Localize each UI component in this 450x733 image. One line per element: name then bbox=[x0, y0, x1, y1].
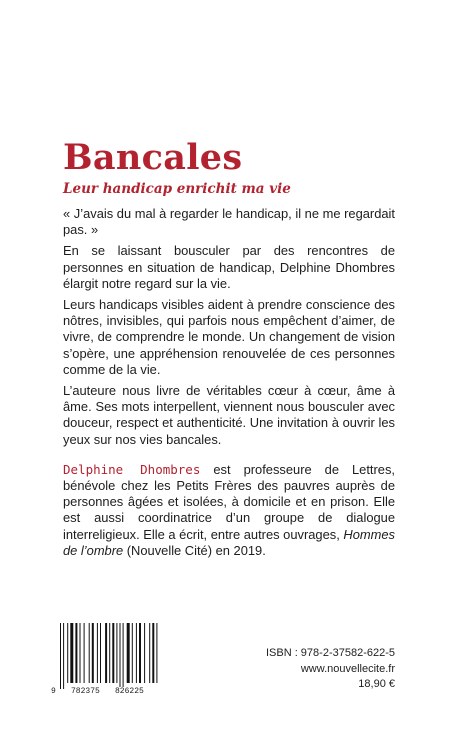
isbn-text: ISBN : 978-2-37582-622-5 bbox=[265, 647, 395, 659]
author-bio-tail: (Nouvelle Cité) en 2019. bbox=[123, 542, 266, 558]
barcode-bar bbox=[152, 623, 154, 683]
summary-paragraph-3: L’auteure nous livre de véritables cœur à cœur, âme à âme. Ses mots interpellent, viennent nous bousculer avec douceur, respect et authenticité. Une invitation à ouvrir les yeux sur nos vies bancales. bbox=[63, 383, 395, 447]
publication-info bbox=[266, 646, 395, 693]
previous-book-title: Hommes de l’ombre bbox=[63, 526, 395, 558]
barcode-first-digit: 9 bbox=[51, 687, 56, 696]
book-subtitle: Leur handicap enrichit ma vie bbox=[63, 181, 291, 197]
barcode-bar bbox=[97, 623, 98, 683]
price: 18,90 € bbox=[358, 678, 395, 690]
barcode-bar bbox=[100, 623, 101, 683]
barcode-bar bbox=[84, 623, 85, 683]
barcode-bars bbox=[58, 623, 158, 689]
author-name: Delphine Dhombres bbox=[63, 461, 201, 477]
barcode-bar bbox=[89, 623, 90, 683]
barcode-bar bbox=[80, 623, 81, 683]
barcode-bar bbox=[112, 623, 114, 683]
barcode-bar bbox=[136, 623, 137, 683]
barcode-bar bbox=[67, 623, 68, 683]
author-bio-text: est professeure de Lettres, bénévole chez les Petits Frères des pauvres auprès de personnes âgées et isolées, à domicile et en prison. Elle est aussi coordinatrice d’un groupe de dialogue interreligieux. Elle a écrit, entre autres ouvrages, bbox=[63, 461, 395, 542]
barcode-bar bbox=[139, 623, 141, 683]
barcode-right-group: 826225 bbox=[115, 687, 144, 696]
barcode-left-group: 782375 bbox=[71, 687, 100, 696]
barcode-bar bbox=[60, 623, 61, 689]
quote-paragraph: « J’avais du mal à regarder le handicap, il ne me regardait pas. » bbox=[63, 206, 395, 238]
summary-paragraph-2: Leurs handicaps visibles aident à prendre conscience des nôtres, invisibles, qui parfois nous empêchent d’aimer, de vivre, de comprendre le monde. Un changement de vision s’opère, une appréhension renouvelée de ces personnes comme de la vie. bbox=[63, 297, 395, 377]
barcode-bar bbox=[109, 623, 110, 683]
barcode-bar bbox=[127, 623, 130, 683]
publisher-website: www.nouvellecite.fr bbox=[300, 662, 395, 675]
barcode-bar bbox=[105, 623, 107, 683]
summary-paragraph-1: En se laissant bousculer par des rencontres de personnes en situation de handicap, Delphine Dhombres élargit notre regard sur la vie. bbox=[63, 243, 395, 291]
barcode-bar bbox=[144, 623, 145, 683]
book-title: Bancales bbox=[63, 137, 243, 178]
barcode-bar bbox=[75, 623, 77, 683]
back-cover-text bbox=[63, 206, 395, 564]
barcode-bar bbox=[63, 623, 64, 689]
barcode-bar bbox=[149, 623, 150, 683]
barcode-bar bbox=[156, 623, 157, 683]
barcode-bar bbox=[120, 623, 121, 689]
barcode-bar bbox=[92, 623, 94, 683]
barcode-bar bbox=[123, 623, 124, 689]
barcode-digits bbox=[51, 687, 158, 699]
barcode-bar bbox=[116, 623, 117, 683]
isbn-barcode bbox=[51, 623, 158, 699]
barcode-bar bbox=[70, 623, 73, 683]
author-bio bbox=[63, 462, 395, 559]
barcode-bar bbox=[132, 623, 133, 683]
